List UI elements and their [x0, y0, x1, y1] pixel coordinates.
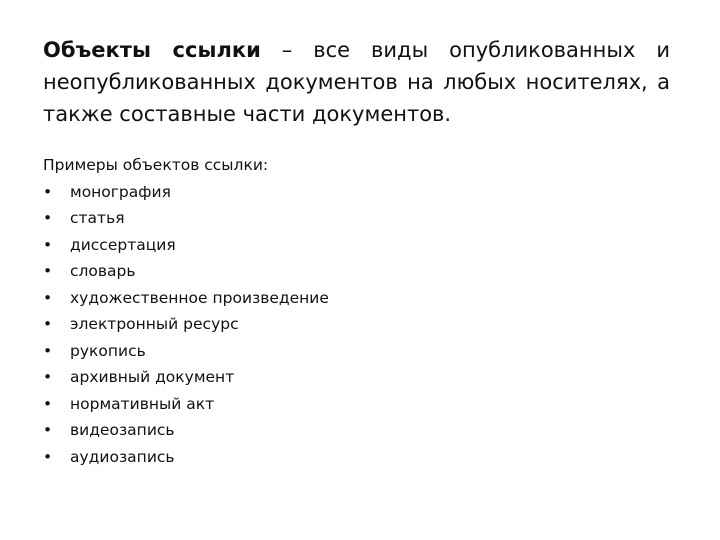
bullet-icon: • — [43, 182, 53, 201]
bullet-icon: • — [43, 447, 53, 466]
bullet-icon: • — [43, 368, 53, 386]
list-item-label: архивный документ — [70, 368, 235, 386]
definition-term: Объекты ссылки — [43, 38, 261, 62]
bullet-icon: • — [43, 394, 53, 413]
list-item-label: рукопись — [70, 341, 146, 360]
bullet-icon: • — [43, 288, 53, 307]
examples-title: Примеры объектов ссылки: — [43, 156, 269, 174]
list-item — [43, 338, 643, 365]
list-item — [43, 285, 643, 312]
list-item — [43, 179, 643, 206]
list-item — [43, 364, 643, 391]
list-item-label: словарь — [70, 262, 136, 280]
definition-text: – все виды опубликованных и неопубликованных документов на любых носителях, а также составные части документов. — [43, 38, 671, 126]
list-item — [43, 258, 643, 285]
list-item-label: художественное произведение — [70, 288, 329, 307]
list-item — [43, 311, 643, 338]
list-item — [43, 444, 643, 471]
list-item-label: видеозапись — [70, 421, 175, 439]
bullet-icon: • — [43, 315, 53, 333]
list-item-label: монография — [70, 182, 171, 201]
list-item — [43, 205, 643, 232]
examples-list — [43, 179, 643, 471]
list-item-label: статья — [70, 209, 125, 227]
bullet-icon: • — [43, 421, 53, 439]
list-item — [43, 232, 643, 259]
definition-paragraph — [43, 34, 670, 130]
bullet-icon: • — [43, 209, 53, 227]
examples-section — [43, 152, 643, 470]
bullet-icon: • — [43, 341, 53, 360]
list-item — [43, 391, 643, 418]
list-item-label: нормативный акт — [70, 394, 215, 413]
bullet-icon: • — [43, 235, 53, 254]
list-item-label: электронный ресурс — [70, 315, 239, 333]
list-item-label: диссертация — [70, 235, 176, 254]
bullet-icon: • — [43, 262, 53, 280]
list-item-label: аудиозапись — [70, 447, 175, 466]
list-item — [43, 417, 643, 444]
